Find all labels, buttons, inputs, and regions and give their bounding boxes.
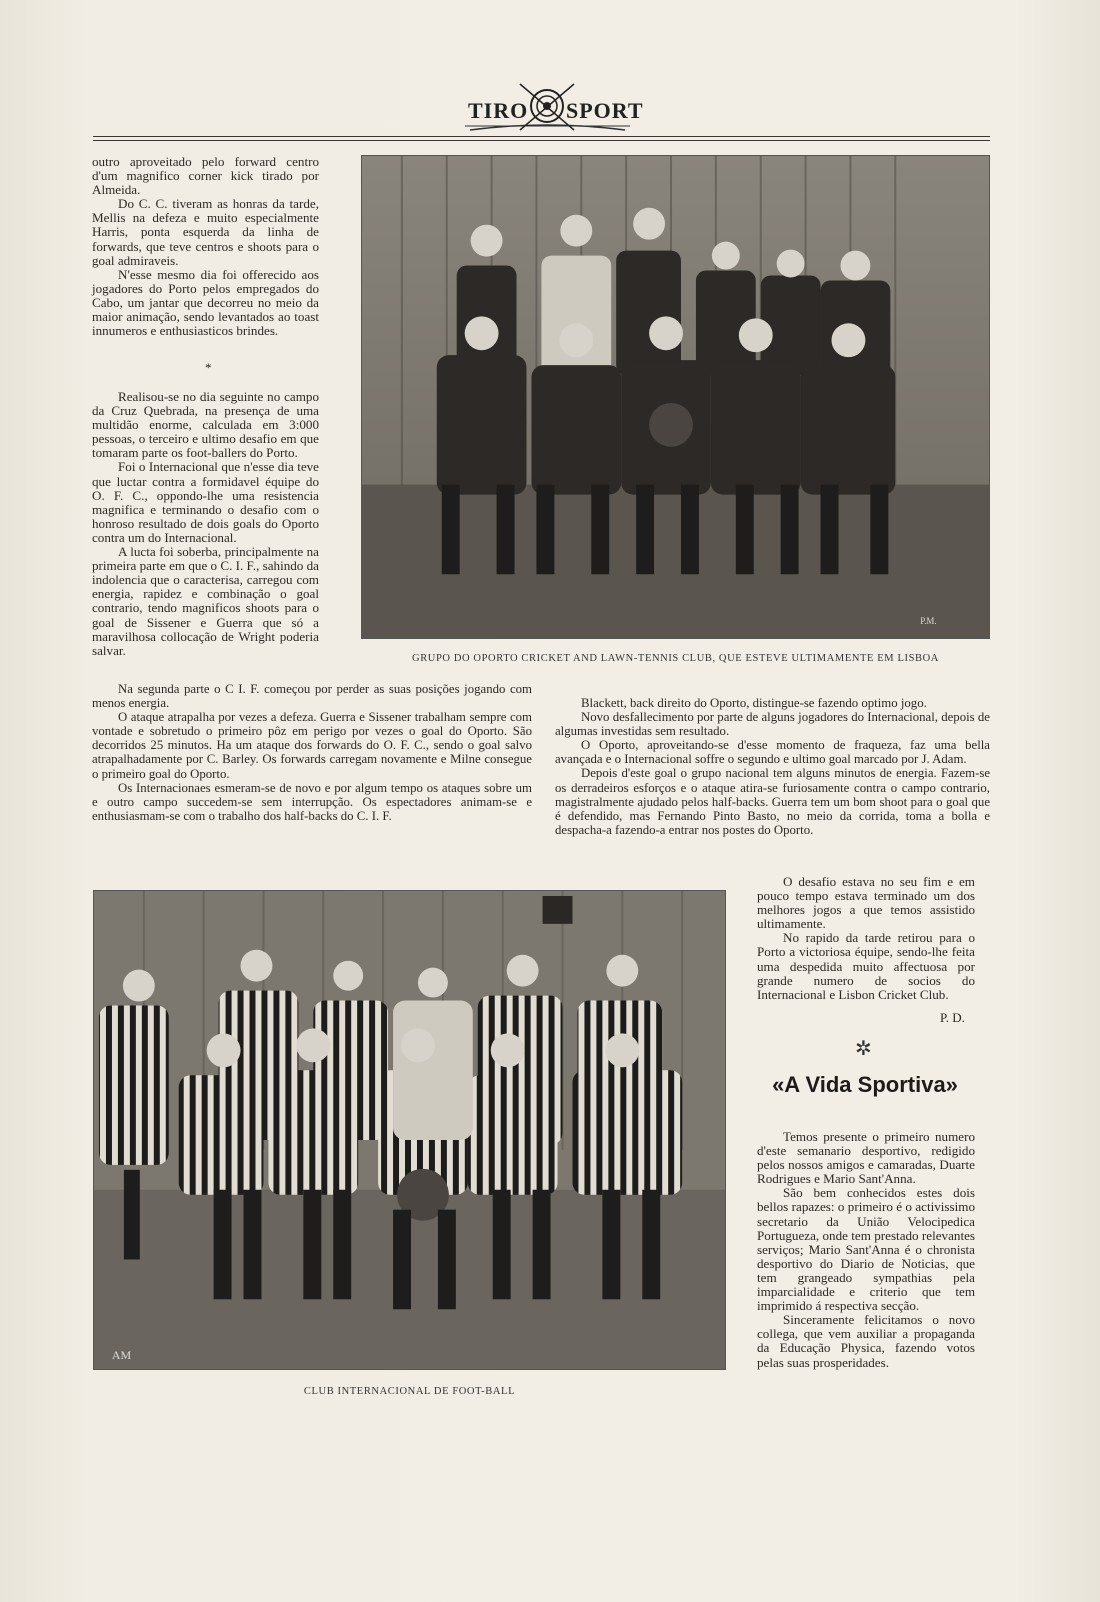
masthead-logo <box>460 80 644 136</box>
paragraph: Do C. C. tiveram as honras da tarde, Mellis na defeza e muito especialmente Harris, ponta esquerda da linha de forwards, que teve centros e shoots para o goal admiraveis. <box>92 196 319 268</box>
paragraph: O desafio estava no seu fim e em pouco tempo estava terminado um dos melhores jogos a que temos assistido ultimamente. <box>757 874 975 932</box>
paragraph: N'esse mesmo dia foi offerecido aos jogadores do Porto pelos empregados do Cabo, um jantar que decorreu no meio da maior animação, sendo levantados ao toast innumeros e enthusiasticos brindes. <box>92 266 319 339</box>
article-col-right-low <box>757 875 975 1002</box>
svg-text:SPORT: SPORT <box>566 98 644 123</box>
paragraph: No rapido da tarde retirou para o Porto a victoriosa équipe, sendo-lhe feita uma despedida muito affectuosa por grande numero de socios do Internacional e Lisbon Cricket Club. <box>757 930 975 1002</box>
article-col-left-lower <box>92 390 319 658</box>
paragraph: Blackett, back direito do Oporto, distingue-se fazendo optimo jogo. <box>581 696 927 710</box>
article-col-left-mid <box>92 682 532 823</box>
paragraph: Foi o Internacional que n'esse dia teve que luctar contra a formidavel équipe do O. F. C., oppondo-lhe uma resistencia magnifica e terminando o desafio com o honroso resultado de dois goals do Oporto contra um do Internacional. <box>92 459 319 545</box>
header-rule <box>93 136 990 137</box>
paragraph: Novo desfallecimento por parte de alguns jogadores do Internacional, depois de algumas investidas sem resultado. <box>555 710 990 739</box>
paragraph: Sinceramente felicitamos o novo collega, que vem auxiliar a propaganda da Educação Physica, fazendo votos pelas suas prosperidades. <box>757 1312 975 1370</box>
article-vida-sportiva <box>757 1130 975 1370</box>
signature: P. D. <box>940 1010 965 1025</box>
article-col-left-top <box>92 155 319 338</box>
section-heading: «A Vida Sportiva» <box>772 1072 958 1097</box>
photo-mark: P.M. <box>920 616 937 627</box>
paragraph: O Oporto, aproveitando-se d'esse momento de fraqueza, faz uma bella avançada e o Internacional soffre o segundo e ultimo goal marcado por J. Adam. <box>555 738 990 767</box>
header-rule-2 <box>93 140 990 141</box>
article-col-right-mid <box>555 696 990 837</box>
paragraph: A lucta foi soberba, principalmente na primeira parte em que o C. I. F., sahindo da indolencia que o caracterisa, carregou com energia, rapidez e combinação o goal contrario, tendo magnificos shoots para o goal de Sissener e Guerra que só a maravilhosa collocação de Wright poderia salvar. <box>92 544 319 658</box>
ornament-icon: ✲ <box>855 1038 872 1060</box>
section-separator: * <box>205 360 212 375</box>
caption-top-photo: GRUPO DO OPORTO CRICKET AND LAWN-TENNIS CLUB, QUE ESTEVE ULTIMAMENTE EM LISBOA <box>412 653 939 664</box>
photo-oporto-team <box>361 155 990 639</box>
paragraph: São bem conhecidos estes dois bellos rapazes: o primeiro é o activissimo secretario da União Velocipedica Portugueza, onde tem prestado relevantes serviços; Mario Sant'Anna é o chronista desportivo do Diario de Noticias, que tem grangeado sympathias pela imparcialidade e criterio que tem imprimido á respectiva secção. <box>757 1185 975 1314</box>
paragraph: Na segunda parte o C I. F. começou por perder as suas posições jogando com menos energia. <box>92 682 532 711</box>
photo-mark: AM <box>111 1348 132 1363</box>
paragraph: Realisou-se no dia seguinte no campo da Cruz Quebrada, na presença de uma multidão enorme, calculada em 3:000 pessoas, o terceiro e ultimo desafio em que tomaram parte os foot-ballers do Porto. <box>92 389 319 461</box>
caption-bottom-photo: CLUB INTERNACIONAL DE FOOT-BALL <box>303 1386 516 1397</box>
svg-text:TIRO: TIRO <box>468 98 529 123</box>
paragraph: Depois d'este goal o grupo nacional tem alguns minutos de energia. Fazem-se os derradeiros esforços e o ataque atira-se furiosamente contra o campo contrario, magistralmente ajudado pelos half-backs. Guerra tem um bom shoot para o goal que é defendido, mas Fernando Pinto Basto, no meio da corrida, toma a bolla e despacha-a fazendo-a entrar nos postes do Oporto. <box>555 766 990 837</box>
paragraph: O ataque atrapalha por vezes a defeza. Guerra e Sissener trabalham sempre com vontade e sobretudo o primeiro pôz em perigo por vezes o goal do Oporto. São decorridos 25 minutos. Ha um ataque dos forwards do O. F. C., sendo o goal salvo atrapalhadamente por C. Barley. Os forwards carregam novamente e Milne consegue o primeiro goal do Oporto. <box>92 710 532 781</box>
paragraph: Os Internacionaes esmeram-se de novo e por algum tempo os ataques sobre um e outro campo succedem-se sem interrupção. Os espectadores animam-se e enthusiasmam-se com o trabalho dos half-backs do C. I. F. <box>92 780 532 823</box>
paragraph: Temos presente o primeiro numero d'este semanario desportivo, redigido pelos nossos amigos e camaradas, Duarte Rodrigues e Mario Sant'Anna. <box>757 1129 975 1187</box>
paragraph: outro aproveitado pelo forward centro d'um magnifico corner kick tirado por Almeida. <box>92 154 319 198</box>
photo-internacional-team <box>93 890 726 1370</box>
